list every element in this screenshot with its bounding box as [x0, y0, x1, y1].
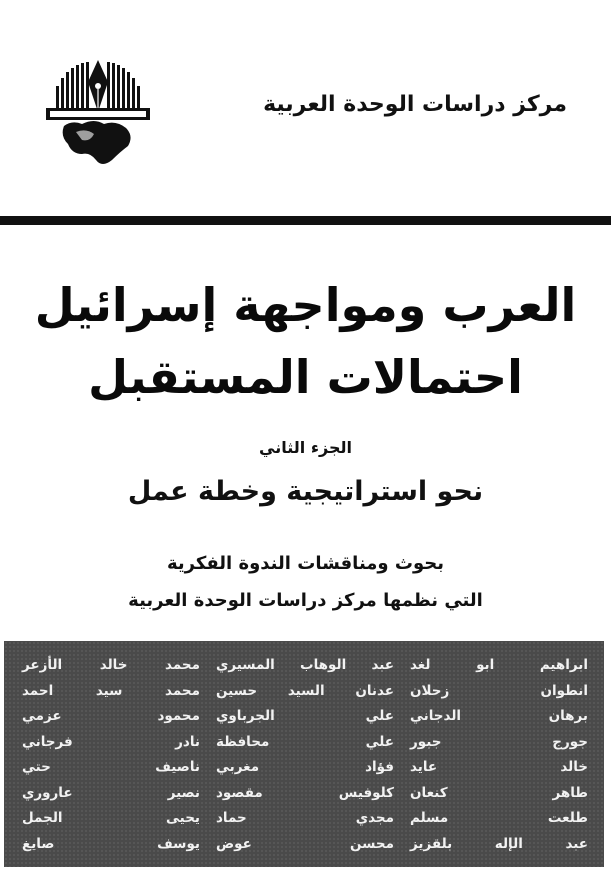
author-name: نصير عاروري: [22, 784, 200, 801]
author-name: عبد الإله بلقزيز: [410, 835, 588, 852]
author-name: جورج جبور: [410, 733, 588, 750]
description-line-2: التي نظمها مركز دراسات الوحدة العربية: [128, 590, 483, 611]
author-name: عدنان السيد حسين: [216, 682, 394, 699]
horizontal-divider: [0, 216, 611, 225]
author-name: مجدي حماد: [216, 810, 394, 826]
author-name: كلوفيس مقصود: [216, 784, 394, 801]
author-name: برهان الدجاني: [410, 708, 588, 724]
authors-grid: [22, 653, 588, 859]
book-subtitle: نحو استراتيجية وخطة عمل: [127, 476, 484, 507]
author-name: خالد عايد: [410, 759, 588, 775]
publisher-name: مركز دراسات الوحدة العربية: [263, 92, 567, 117]
description-line-1: بحوث ومناقشات الندوة الفكرية: [166, 553, 444, 574]
author-name: طاهر كنعان: [410, 784, 588, 801]
book-title-line-2: احتمالات المستقبل: [88, 350, 523, 404]
author-name: محمود عزمي: [22, 708, 200, 724]
author-name: نادر فرجاني: [22, 733, 200, 750]
author-name: فؤاد مغربي: [216, 759, 394, 775]
author-name: ابراهيم ابو لغد: [410, 657, 588, 673]
authors-panel: [4, 641, 604, 867]
author-name: محمد سيد احمد: [22, 682, 200, 699]
author-name: طلعت مسلم: [410, 810, 588, 826]
author-name: محسن عوض: [216, 835, 394, 852]
author-name: محمد خالد الأزعر: [22, 657, 200, 673]
author-name: علي الجرباوي: [216, 708, 394, 724]
pen-nib-emblem-icon: [42, 56, 154, 174]
authors-column-right: [410, 653, 588, 859]
publisher-logo: [42, 56, 154, 174]
authors-column-middle: [216, 653, 394, 859]
volume-label: الجزء الثاني: [259, 438, 352, 457]
author-name: ناصيف حتي: [22, 759, 200, 775]
book-title-line-1: العرب ومواجهة إسرائيل: [34, 278, 577, 332]
author-name: يوسف صايغ: [22, 835, 200, 852]
authors-column-left: [22, 653, 200, 859]
author-name: عبد الوهاب المسيري: [216, 657, 394, 673]
author-name: انطوان زحلان: [410, 682, 588, 699]
author-name: علي محافظة: [216, 733, 394, 750]
author-name: يحيى الجمل: [22, 810, 200, 826]
